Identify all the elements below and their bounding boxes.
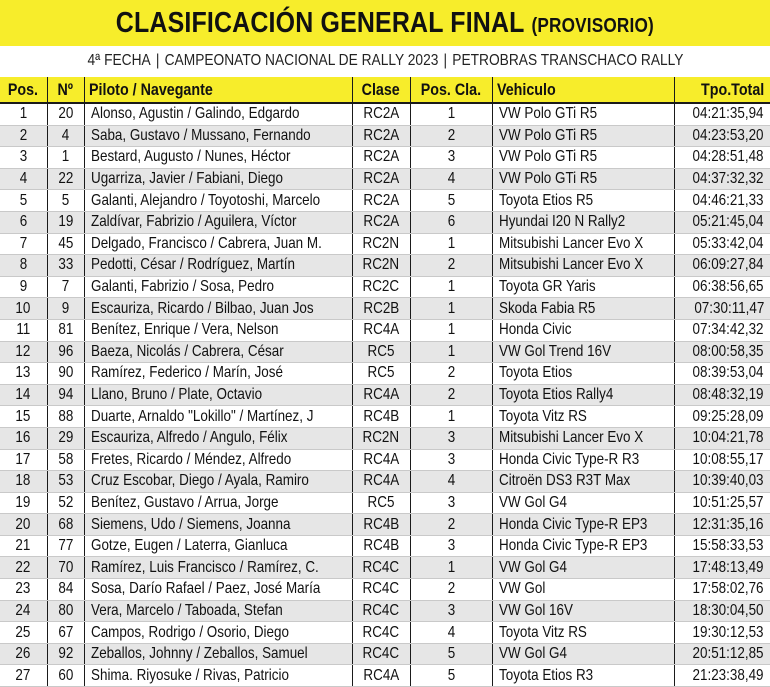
cell-piloto: Shima. Riyosuke / Rivas, Patricio <box>84 665 352 687</box>
cell-num: 92 <box>47 643 84 665</box>
cell-tiempo: 18:30:04,50 <box>674 600 770 622</box>
cell-clase: RC2N <box>352 427 410 449</box>
cell-tiempo: 07:34:42,32 <box>674 319 770 341</box>
cell-pos: 23 <box>0 579 47 601</box>
cell-piloto: Pedotti, César / Rodríguez, Martín <box>84 255 352 277</box>
cell-num: 58 <box>47 449 84 471</box>
cell-pos-cla: 2 <box>410 125 492 147</box>
cell-clase: RC4C <box>352 600 410 622</box>
cell-pos: 4 <box>0 168 47 190</box>
cell-pos-cla: 4 <box>410 471 492 493</box>
cell-num: 5 <box>47 190 84 212</box>
cell-num: 9 <box>47 298 84 320</box>
subtitle-event: PETROBRAS TRANSCHACO RALLY <box>451 52 683 69</box>
cell-pos: 16 <box>0 427 47 449</box>
col-header-piloto: Piloto / Navegante <box>84 77 352 103</box>
col-header-num: Nº <box>47 77 84 103</box>
cell-clase: RC5 <box>352 492 410 514</box>
cell-pos-cla: 1 <box>410 341 492 363</box>
cell-clase: RC2A <box>352 125 410 147</box>
table-row <box>0 427 770 449</box>
table-row <box>0 514 770 536</box>
cell-piloto: Ramírez, Luis Francisco / Ramírez, C. <box>84 557 352 579</box>
cell-pos-cla: 2 <box>410 514 492 536</box>
table-header-row <box>0 77 770 103</box>
cell-vehiculo: Toyota Etios <box>492 363 674 385</box>
cell-clase: RC2C <box>352 276 410 298</box>
cell-tiempo: 15:58:33,53 <box>674 535 770 557</box>
cell-clase: RC4A <box>352 471 410 493</box>
cell-clase: RC4C <box>352 579 410 601</box>
table-row <box>0 363 770 385</box>
cell-vehiculo: Mitsubishi Lancer Evo X <box>492 233 674 255</box>
cell-clase: RC4A <box>352 319 410 341</box>
col-header-tiempo: Tpo.Total <box>674 77 770 103</box>
cell-pos: 11 <box>0 319 47 341</box>
cell-pos: 22 <box>0 557 47 579</box>
cell-clase: RC2N <box>352 255 410 277</box>
cell-pos: 21 <box>0 535 47 557</box>
cell-vehiculo: Hyundai I20 N Rally2 <box>492 211 674 233</box>
cell-pos: 13 <box>0 363 47 385</box>
cell-vehiculo: VW Gol G4 <box>492 557 674 579</box>
cell-vehiculo: Mitsubishi Lancer Evo X <box>492 427 674 449</box>
cell-pos: 9 <box>0 276 47 298</box>
cell-pos: 2 <box>0 125 47 147</box>
cell-vehiculo: VW Gol G4 <box>492 643 674 665</box>
cell-pos: 19 <box>0 492 47 514</box>
cell-num: 20 <box>47 103 84 125</box>
cell-num: 52 <box>47 492 84 514</box>
cell-pos-cla: 1 <box>410 298 492 320</box>
cell-num: 45 <box>47 233 84 255</box>
cell-tiempo: 10:04:21,78 <box>674 427 770 449</box>
col-header-pos: Pos. <box>0 77 47 103</box>
cell-piloto: Vera, Marcelo / Taboada, Stefan <box>84 600 352 622</box>
cell-tiempo: 06:38:56,65 <box>674 276 770 298</box>
cell-pos: 20 <box>0 514 47 536</box>
table-row <box>0 622 770 644</box>
cell-clase: RC4A <box>352 665 410 687</box>
cell-pos: 14 <box>0 384 47 406</box>
cell-tiempo: 17:48:13,49 <box>674 557 770 579</box>
cell-piloto: Siemens, Udo / Siemens, Joanna <box>84 514 352 536</box>
table-row <box>0 125 770 147</box>
cell-piloto: Galanti, Fabrizio / Sosa, Pedro <box>84 276 352 298</box>
cell-vehiculo: VW Polo GTi R5 <box>492 147 674 169</box>
cell-pos: 26 <box>0 643 47 665</box>
table-row <box>0 233 770 255</box>
cell-pos: 17 <box>0 449 47 471</box>
cell-piloto: Benítez, Enrique / Vera, Nelson <box>84 319 352 341</box>
cell-vehiculo: Citroën DS3 R3T Max <box>492 471 674 493</box>
cell-pos-cla: 1 <box>410 406 492 428</box>
table-row <box>0 147 770 169</box>
cell-num: 70 <box>47 557 84 579</box>
cell-vehiculo: Honda Civic Type-R EP3 <box>492 514 674 536</box>
cell-clase: RC4C <box>352 622 410 644</box>
cell-piloto: Ramírez, Federico / Marín, José <box>84 363 352 385</box>
table-row <box>0 168 770 190</box>
cell-vehiculo: VW Polo GTi R5 <box>492 103 674 125</box>
cell-pos: 24 <box>0 600 47 622</box>
cell-pos-cla: 4 <box>410 622 492 644</box>
cell-vehiculo: VW Gol Trend 16V <box>492 341 674 363</box>
event-subtitle <box>0 50 770 72</box>
cell-vehiculo: Mitsubishi Lancer Evo X <box>492 255 674 277</box>
cell-tiempo: 10:08:55,17 <box>674 449 770 471</box>
table-row <box>0 319 770 341</box>
cell-piloto: Zaldívar, Fabrizio / Aguilera, Víctor <box>84 211 352 233</box>
cell-pos-cla: 2 <box>410 384 492 406</box>
cell-pos-cla: 6 <box>410 211 492 233</box>
cell-pos-cla: 1 <box>410 103 492 125</box>
cell-piloto: Sosa, Darío Rafael / Paez, José María <box>84 579 352 601</box>
cell-vehiculo: Skoda Fabia R5 <box>492 298 674 320</box>
cell-tiempo: 05:21:45,04 <box>674 211 770 233</box>
cell-tiempo: 10:51:25,57 <box>674 492 770 514</box>
cell-pos-cla: 5 <box>410 190 492 212</box>
cell-clase: RC4B <box>352 535 410 557</box>
cell-num: 22 <box>47 168 84 190</box>
title-suffix: (PROVISORIO) <box>531 14 655 37</box>
cell-pos-cla: 3 <box>410 147 492 169</box>
cell-piloto: Ugarriza, Javier / Fabiani, Diego <box>84 168 352 190</box>
cell-tiempo: 04:23:53,20 <box>674 125 770 147</box>
cell-piloto: Benítez, Gustavo / Arrua, Jorge <box>84 492 352 514</box>
cell-pos: 3 <box>0 147 47 169</box>
cell-clase: RC2A <box>352 211 410 233</box>
cell-pos-cla: 1 <box>410 557 492 579</box>
cell-tiempo: 07:30:11,47 <box>674 298 770 320</box>
cell-num: 53 <box>47 471 84 493</box>
cell-num: 90 <box>47 363 84 385</box>
cell-clase: RC2A <box>352 168 410 190</box>
cell-pos-cla: 2 <box>410 363 492 385</box>
table-row <box>0 384 770 406</box>
cell-piloto: Llano, Bruno / Plate, Octavio <box>84 384 352 406</box>
cell-pos-cla: 3 <box>410 492 492 514</box>
table-row <box>0 665 770 687</box>
cell-piloto: Cruz Escobar, Diego / Ayala, Ramiro <box>84 471 352 493</box>
cell-pos-cla: 1 <box>410 319 492 341</box>
cell-tiempo: 12:31:35,16 <box>674 514 770 536</box>
cell-num: 96 <box>47 341 84 363</box>
cell-vehiculo: VW Gol <box>492 579 674 601</box>
table-row <box>0 211 770 233</box>
cell-piloto: Galanti, Alejandro / Toyotoshi, Marcelo <box>84 190 352 212</box>
cell-pos-cla: 3 <box>410 600 492 622</box>
cell-tiempo: 17:58:02,76 <box>674 579 770 601</box>
cell-clase: RC2A <box>352 190 410 212</box>
cell-pos: 7 <box>0 233 47 255</box>
cell-num: 88 <box>47 406 84 428</box>
cell-tiempo: 08:48:32,19 <box>674 384 770 406</box>
cell-pos-cla: 5 <box>410 665 492 687</box>
table-row <box>0 471 770 493</box>
cell-clase: RC4C <box>352 557 410 579</box>
cell-tiempo: 05:33:42,04 <box>674 233 770 255</box>
table-row <box>0 255 770 277</box>
cell-pos-cla: 2 <box>410 579 492 601</box>
table-row <box>0 406 770 428</box>
subtitle-championship: CAMPEONATO NACIONAL DE RALLY 2023 <box>164 52 438 69</box>
cell-clase: RC5 <box>352 341 410 363</box>
cell-vehiculo: VW Polo GTi R5 <box>492 125 674 147</box>
cell-clase: RC2A <box>352 147 410 169</box>
cell-tiempo: 04:21:35,94 <box>674 103 770 125</box>
cell-vehiculo: Toyota Vitz RS <box>492 406 674 428</box>
cell-tiempo: 20:51:12,85 <box>674 643 770 665</box>
cell-piloto: Campos, Rodrigo / Osorio, Diego <box>84 622 352 644</box>
cell-pos: 6 <box>0 211 47 233</box>
cell-pos: 25 <box>0 622 47 644</box>
cell-tiempo: 08:00:58,35 <box>674 341 770 363</box>
cell-piloto: Alonso, Agustin / Galindo, Edgardo <box>84 103 352 125</box>
cell-piloto: Saba, Gustavo / Mussano, Fernando <box>84 125 352 147</box>
cell-tiempo: 04:37:32,32 <box>674 168 770 190</box>
cell-piloto: Delgado, Francisco / Cabrera, Juan M. <box>84 233 352 255</box>
cell-vehiculo: Toyota Etios R5 <box>492 190 674 212</box>
cell-piloto: Gotze, Eugen / Laterra, Gianluca <box>84 535 352 557</box>
cell-tiempo: 19:30:12,53 <box>674 622 770 644</box>
cell-pos: 8 <box>0 255 47 277</box>
cell-num: 33 <box>47 255 84 277</box>
table-row <box>0 298 770 320</box>
cell-clase: RC4C <box>352 643 410 665</box>
page-title <box>116 7 654 40</box>
cell-clase: RC4A <box>352 449 410 471</box>
cell-piloto: Escauriza, Ricardo / Bilbao, Juan Jos <box>84 298 352 320</box>
cell-vehiculo: Honda Civic Type-R R3 <box>492 449 674 471</box>
cell-num: 81 <box>47 319 84 341</box>
cell-clase: RC4A <box>352 384 410 406</box>
cell-pos-cla: 3 <box>410 427 492 449</box>
cell-tiempo: 04:46:21,33 <box>674 190 770 212</box>
cell-tiempo: 09:25:28,09 <box>674 406 770 428</box>
col-header-pos-cla: Pos. Cla. <box>410 77 492 103</box>
cell-pos: 27 <box>0 665 47 687</box>
cell-piloto: Fretes, Ricardo / Méndez, Alfredo <box>84 449 352 471</box>
cell-num: 67 <box>47 622 84 644</box>
cell-pos-cla: 4 <box>410 168 492 190</box>
cell-clase: RC5 <box>352 363 410 385</box>
table-row <box>0 103 770 125</box>
cell-num: 68 <box>47 514 84 536</box>
cell-vehiculo: Toyota Etios Rally4 <box>492 384 674 406</box>
cell-num: 94 <box>47 384 84 406</box>
cell-clase: RC2N <box>352 233 410 255</box>
cell-num: 1 <box>47 147 84 169</box>
table-row <box>0 643 770 665</box>
cell-clase: RC4B <box>352 406 410 428</box>
cell-vehiculo: Toyota Etios R3 <box>492 665 674 687</box>
table-row <box>0 579 770 601</box>
cell-pos-cla: 1 <box>410 233 492 255</box>
cell-pos: 10 <box>0 298 47 320</box>
cell-pos: 15 <box>0 406 47 428</box>
subtitle-round: 4ª FECHA <box>87 52 151 69</box>
cell-clase: RC2B <box>352 298 410 320</box>
table-row <box>0 535 770 557</box>
cell-pos: 1 <box>0 103 47 125</box>
cell-vehiculo: Toyota GR Yaris <box>492 276 674 298</box>
cell-pos: 18 <box>0 471 47 493</box>
cell-pos-cla: 3 <box>410 535 492 557</box>
cell-piloto: Zeballos, Johnny / Zeballos, Samuel <box>84 643 352 665</box>
cell-piloto: Duarte, Arnaldo "Lokillo" / Martínez, J <box>84 406 352 428</box>
cell-piloto: Baeza, Nicolás / Cabrera, César <box>84 341 352 363</box>
cell-vehiculo: VW Gol G4 <box>492 492 674 514</box>
table-row <box>0 190 770 212</box>
cell-vehiculo: Toyota Vitz RS <box>492 622 674 644</box>
cell-pos-cla: 3 <box>410 449 492 471</box>
cell-vehiculo: VW Gol 16V <box>492 600 674 622</box>
subtitle-separator: | <box>155 52 159 69</box>
cell-vehiculo: VW Polo GTi R5 <box>492 168 674 190</box>
cell-pos: 5 <box>0 190 47 212</box>
table-row <box>0 276 770 298</box>
cell-clase: RC4B <box>352 514 410 536</box>
results-table <box>0 77 770 687</box>
table-row <box>0 341 770 363</box>
cell-tiempo: 08:39:53,04 <box>674 363 770 385</box>
cell-pos: 12 <box>0 341 47 363</box>
cell-vehiculo: Honda Civic Type-R EP3 <box>492 535 674 557</box>
cell-vehiculo: Honda Civic <box>492 319 674 341</box>
cell-num: 60 <box>47 665 84 687</box>
table-row <box>0 600 770 622</box>
cell-num: 80 <box>47 600 84 622</box>
cell-num: 29 <box>47 427 84 449</box>
cell-pos-cla: 2 <box>410 255 492 277</box>
col-header-clase: Clase <box>352 77 410 103</box>
subtitle-separator: | <box>443 52 447 69</box>
table-row <box>0 492 770 514</box>
table-row <box>0 449 770 471</box>
cell-tiempo: 21:23:38,49 <box>674 665 770 687</box>
cell-num: 7 <box>47 276 84 298</box>
cell-num: 19 <box>47 211 84 233</box>
cell-num: 4 <box>47 125 84 147</box>
cell-clase: RC2A <box>352 103 410 125</box>
cell-pos-cla: 1 <box>410 276 492 298</box>
cell-num: 84 <box>47 579 84 601</box>
cell-piloto: Bestard, Augusto / Nunes, Héctor <box>84 147 352 169</box>
cell-pos-cla: 5 <box>410 643 492 665</box>
title-main: CLASIFICACIÓN GENERAL FINAL <box>115 6 525 39</box>
title-banner <box>0 0 770 46</box>
col-header-vehiculo: Vehiculo <box>492 77 674 103</box>
cell-num: 77 <box>47 535 84 557</box>
cell-piloto: Escauriza, Alfredo / Angulo, Félix <box>84 427 352 449</box>
cell-tiempo: 06:09:27,84 <box>674 255 770 277</box>
cell-tiempo: 04:28:51,48 <box>674 147 770 169</box>
cell-tiempo: 10:39:40,03 <box>674 471 770 493</box>
table-row <box>0 557 770 579</box>
